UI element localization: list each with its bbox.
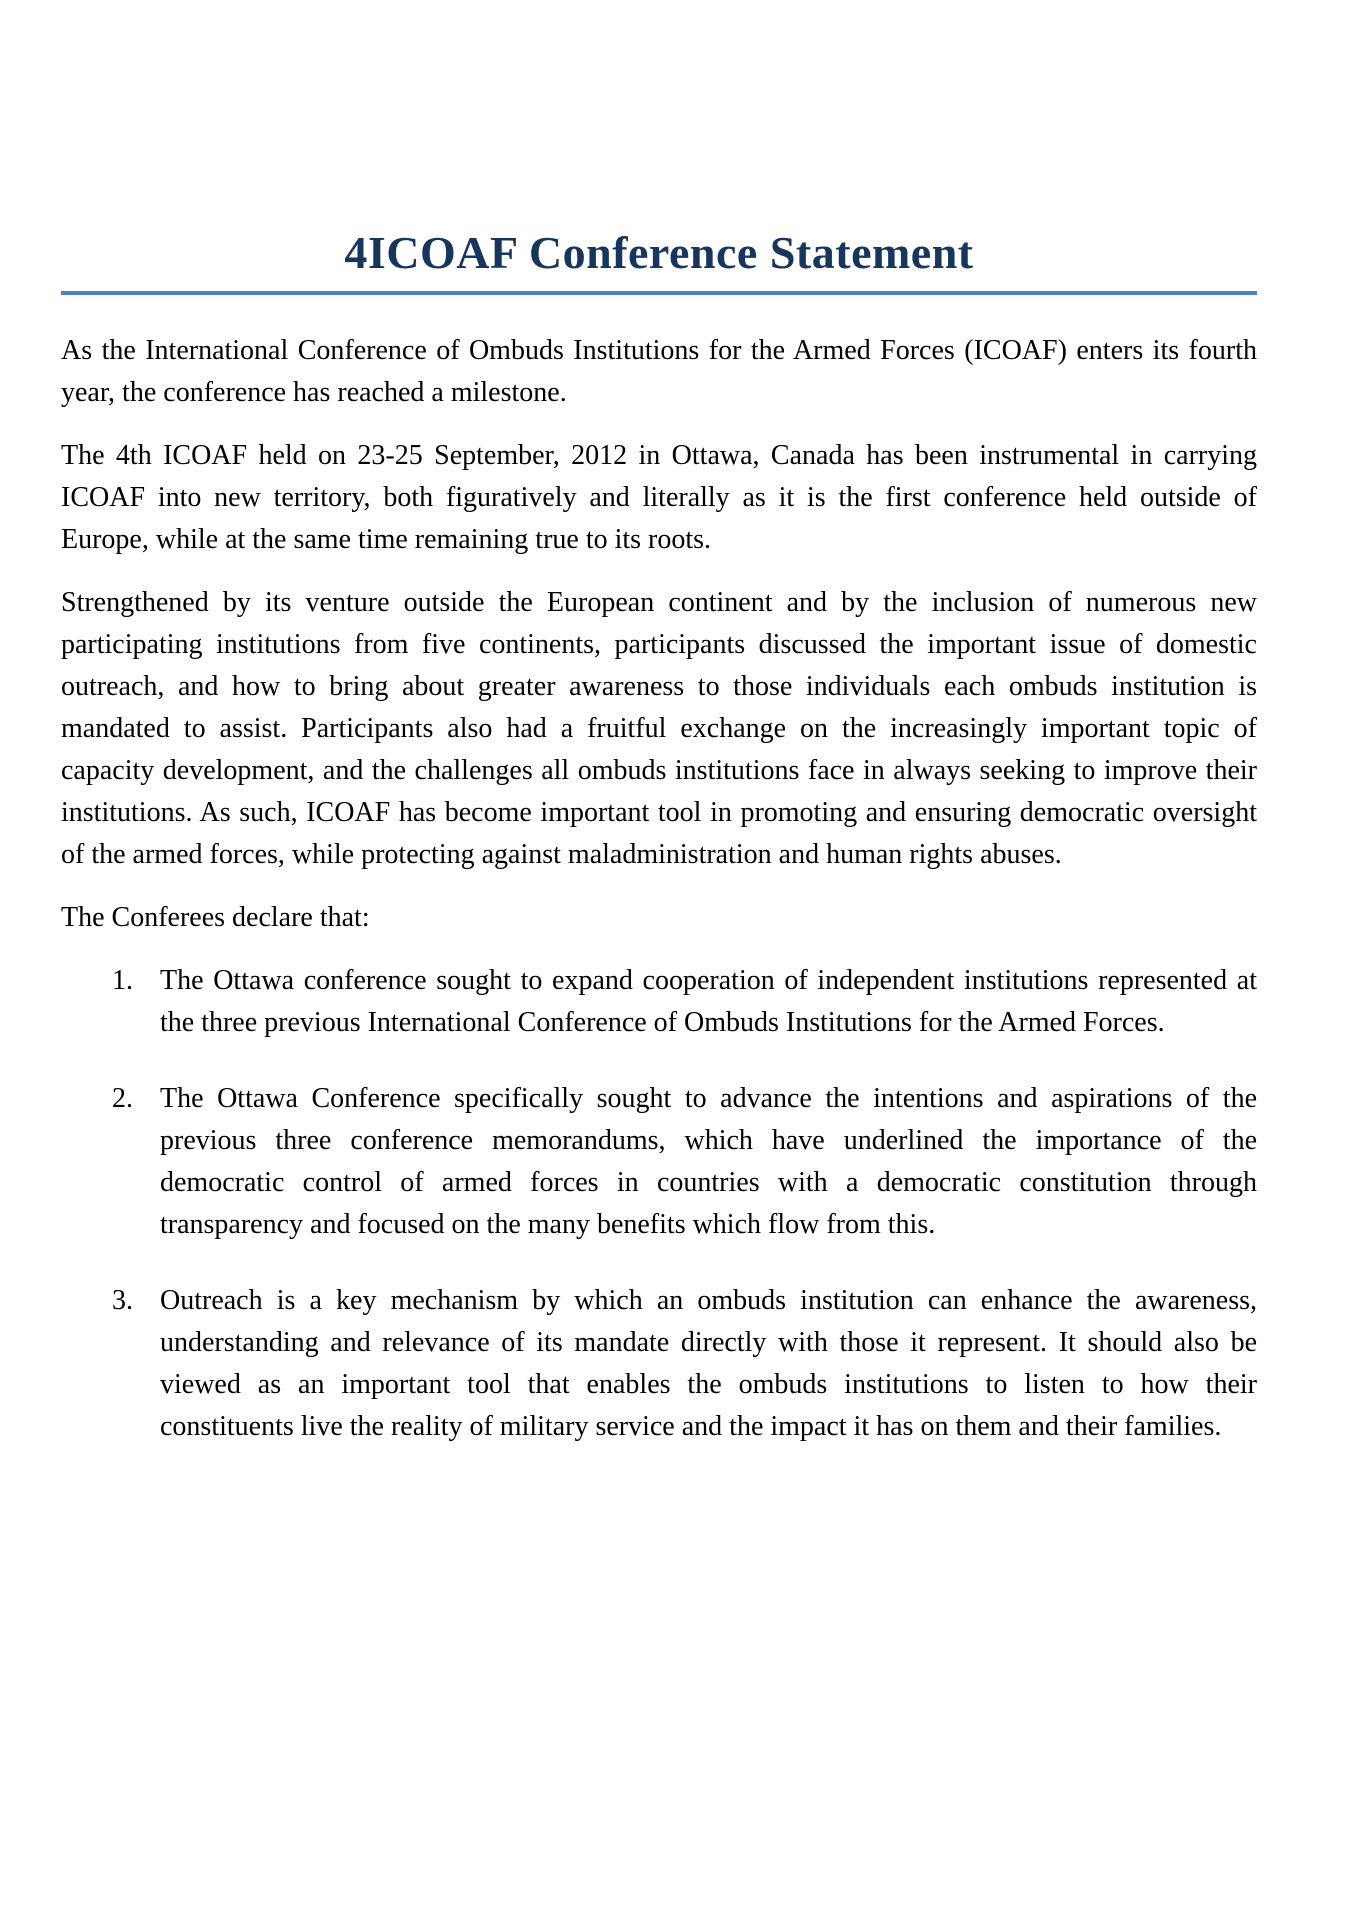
title-block <box>61 225 1257 295</box>
page-title: 4ICOAF Conference Statement <box>61 225 1257 295</box>
list-item-text: The Ottawa Conference specifically sought to advance the intentions and aspirations of the previous three conference memorandums, which have underlined the importance of the democratic control of armed forces in countries with a democratic constitution through transparency and focused on the many benefits which flow from this. <box>160 1083 1257 1240</box>
list-item <box>61 1078 1257 1246</box>
list-item-number: 3. <box>112 1285 133 1316</box>
declaration-list <box>61 960 1257 1448</box>
paragraph-strengthened: Strengthened by its venture outside the European continent and by the inclusion of numerous new participating institutions from five continents, participants discussed the important issue of domestic outreach, and how to bring about greater awareness to those individuals each ombuds institution is mandated to assist. Participants also had a fruitful exchange on the increasingly important topic of capacity development, and the challenges all ombuds institutions face in always seeking to improve their institutions. As such, ICOAF has become important tool in promoting and ensuring democratic oversight of the armed forces, while protecting against maladministration and human rights abuses. <box>61 587 1257 870</box>
list-item <box>61 960 1257 1044</box>
paragraph-ottawa-2012: The 4th ICOAF held on 23-25 September, 2012 in Ottawa, Canada has been instrumental in carrying ICOAF into new territory, both figuratively and literally as it is the first conference held outside of Europe, while at the same time remaining true to its roots. <box>61 440 1257 555</box>
declaration-intro: The Conferees declare that: <box>61 902 370 933</box>
list-item <box>61 1280 1257 1448</box>
list-item-number: 1. <box>112 965 133 996</box>
paragraph-intro-milestone: As the International Conference of Ombuds Institutions for the Armed Forces (ICOAF) enters its fourth year, the conference has reached a milestone. <box>61 335 1257 408</box>
list-item-text: The Ottawa conference sought to expand cooperation of independent institutions represented at the three previous International Conference of Ombuds Institutions for the Armed Forces. <box>160 965 1257 1038</box>
list-item-number: 2. <box>112 1083 133 1114</box>
list-item-text: Outreach is a key mechanism by which an ombuds institution can enhance the awareness, understanding and relevance of its mandate directly with those it represent. It should also be viewed as an important tool that enables the ombuds institutions to listen to how their constituents live the reality of military service and the impact it has on them and their families. <box>160 1285 1257 1442</box>
